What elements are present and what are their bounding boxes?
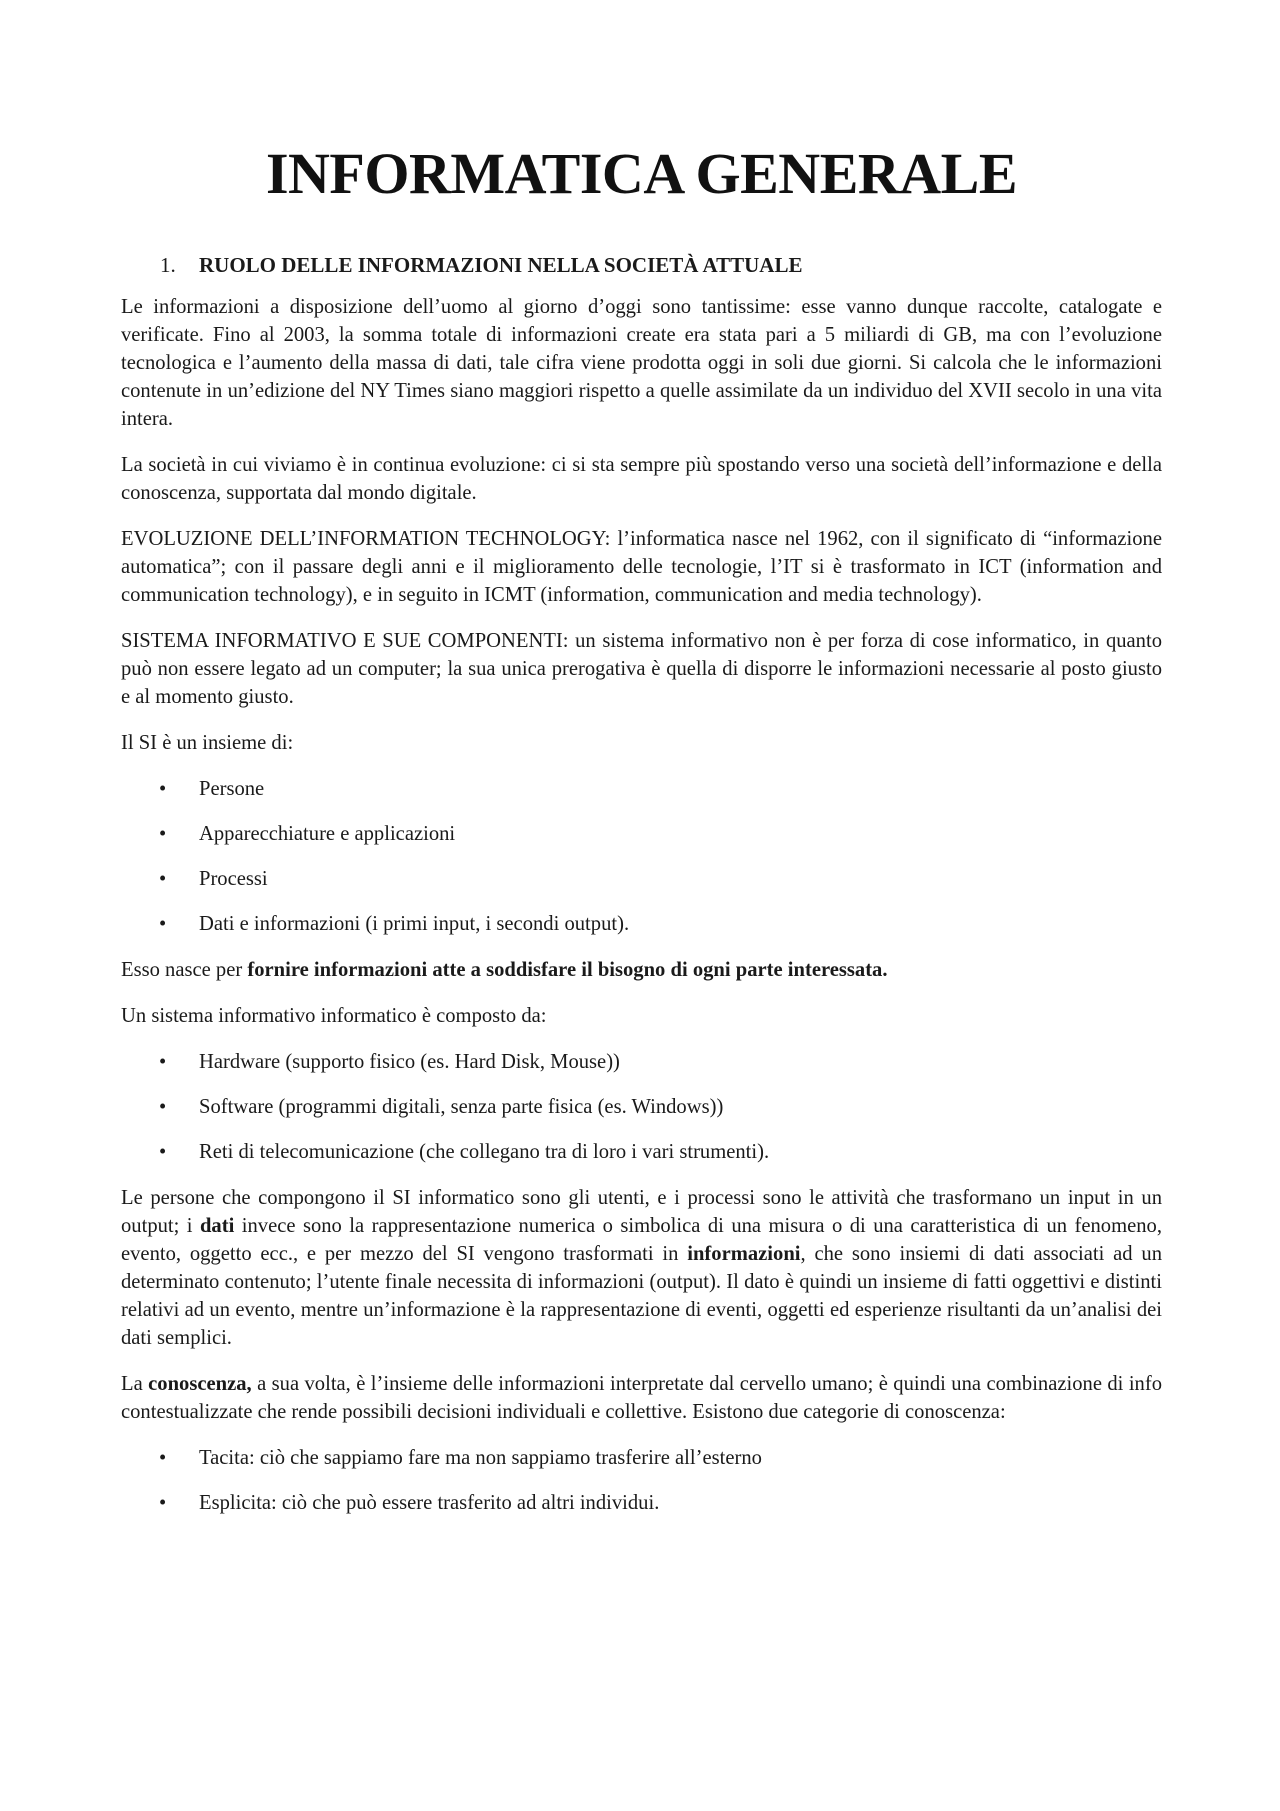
paragraph-it-evolution: EVOLUZIONE DELL’INFORMATION TECHNOLOGY: l’informatica nasce nel 1962, con il significato di “informazione automatica”; con il passare degli anni e il miglioramento delle tecnologie, l’IT si è trasformato in ICT (information and communication technology), e in seguito in ICMT (information, communication and media technology). — [121, 528, 1162, 607]
document-title: INFORMATICA GENERALE — [265, 141, 1018, 206]
bullet-icon: • — [159, 1096, 167, 1119]
paragraph-knowledge: La conoscenza, a sua volta, è l’insieme delle informazioni interpretate dal cervello umano; è quindi una combinazione di info contestualizzate che rende possibili decisioni individuali e collettive. Esistono due categorie di conoscenza: — [121, 1373, 1162, 1424]
paragraph-si-purpose: Esso nasce per fornire informazioni atte a soddisfare il bisogno di ogni parte interessata. — [121, 959, 888, 982]
bullet-icon: • — [159, 778, 167, 801]
bullet-icon: • — [159, 868, 167, 891]
bold-dati: dati — [199, 1215, 235, 1238]
bold-conoscenza: conoscenza, — [148, 1373, 252, 1396]
list-sii-components — [121, 1048, 1162, 1166]
list-item: • Persone — [121, 775, 1162, 803]
bullet-icon: • — [159, 1492, 167, 1515]
section-number: 1. — [160, 252, 176, 277]
paragraph-info-volume: Le informazioni a disposizione dell’uomo al giorno d’oggi sono tantissime: esse vanno dunque raccolte, catalogate e verificate. Fino al 2003, la somma totale di informazioni create era stata pari a 5 miliardi di GB, ma con l’evoluzione tecnologica e l’aumento della massa di dati, tale cifra viene prodotta oggi in soli due giorni. Si calcola che le informazioni contenute in un’edizione del NY Times siano maggiori rispetto a quelle assimilate da un individuo del XVII secolo in una vita intera. — [121, 296, 1162, 431]
bold-informazioni: informazioni — [687, 1243, 801, 1266]
list-item: • Tacita: ciò che sappiamo fare ma non sappiamo trasferire all’esterno — [121, 1444, 1162, 1472]
section-title: RUOLO DELLE INFORMAZIONI NELLA SOCIETÀ ATTUALE — [199, 252, 803, 277]
paragraph-information-system: SISTEMA INFORMATIVO E SUE COMPONENTI: un sistema informativo non è per forza di cose informatico, in quanto può non essere legato ad un computer; la sua unica prerogativa è quella di disporre le informazioni necessarie al posto giusto e al momento giusto. — [121, 630, 1162, 709]
bullet-icon: • — [159, 823, 167, 846]
list-item: • Apparecchiature e applicazioni — [121, 820, 1162, 848]
list-item: • Processi — [121, 865, 1162, 893]
bullet-icon: • — [159, 1051, 167, 1074]
paragraph-society: La società in cui viviamo è in continua evoluzione: ci si sta sempre più spostando verso una società dell’informazione e della conoscenza, supportata dal mondo digitale. — [121, 454, 1162, 505]
paragraph-si-intro: Il SI è un insieme di: — [121, 732, 294, 755]
bullet-icon: • — [159, 1447, 167, 1470]
paragraph-sii-intro: Un sistema informativo informatico è composto da: — [121, 1005, 547, 1028]
list-item: • Hardware (supporto fisico (es. Hard Disk, Mouse)) — [121, 1048, 1162, 1076]
list-item: • Reti di telecomunicazione (che collegano tra di loro i vari strumenti). — [121, 1138, 1162, 1166]
section-heading — [160, 252, 1162, 279]
list-item: • Esplicita: ciò che può essere trasferito ad altri individui. — [121, 1489, 1162, 1517]
list-item: • Software (programmi digitali, senza parte fisica (es. Windows)) — [121, 1093, 1162, 1121]
list-item: • Dati e informazioni (i primi input, i secondi output). — [121, 910, 1162, 938]
bold-purpose: fornire informazioni atte a soddisfare il bisogno di ogni parte interessata. — [247, 959, 888, 982]
bullet-icon: • — [159, 1141, 167, 1164]
list-knowledge-types — [121, 1444, 1162, 1517]
list-si-components — [121, 775, 1162, 938]
paragraph-data-vs-information: Le persone che compongono il SI informatico sono gli utenti, e i processi sono le attività che trasformano un input in un output; i dati invece sono la rappresentazione numerica o simbolica di una misura o di una caratteristica di un fenomeno, evento, oggetto ecc., e per mezzo del SI vengono trasformati in informazioni, che sono insiemi di dati associati ad un determinato contenuto; l’utente finale necessita di informazioni (output). Il dato è quindi un insieme di fatti oggettivi e distinti relativi ad un evento, mentre un’informazione è la rappresentazione di eventi, oggetti ed esperienze risultanti da un’analisi dei dati semplici. — [121, 1187, 1162, 1350]
bullet-icon: • — [159, 913, 167, 936]
